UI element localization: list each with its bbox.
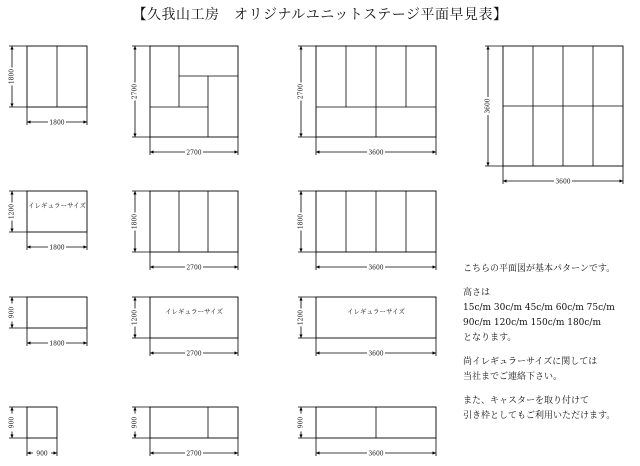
height-label: 900 — [8, 416, 16, 429]
irregular-size-label: イレギュラーサイズ — [347, 307, 405, 316]
arrowhead — [10, 435, 13, 439]
stage-2700x1800 — [132, 191, 239, 272]
arrowhead — [433, 451, 437, 454]
arrowhead — [10, 297, 13, 301]
arrowhead — [10, 104, 13, 108]
arrowhead — [299, 407, 302, 411]
arrowhead — [27, 341, 31, 344]
panel-outline — [27, 191, 87, 232]
irregular-size-label: イレギュラーサイズ — [28, 201, 86, 210]
note-irregular-line-1: 尚イレギュラーサイズに関しては — [463, 357, 598, 367]
arrowhead — [299, 297, 302, 301]
height-label: 1800 — [297, 213, 305, 230]
stage-1800x1800 — [9, 46, 88, 127]
arrowhead — [235, 150, 239, 153]
panel-outline — [27, 297, 87, 328]
arrowhead — [486, 46, 489, 50]
stage-1800x1200 — [9, 191, 88, 252]
stage-3600x900 — [298, 407, 437, 458]
arrowhead — [433, 150, 437, 153]
panel-outline — [150, 297, 238, 338]
arrowhead — [299, 134, 302, 138]
width-label: 1800 — [49, 340, 65, 348]
arrowhead — [84, 120, 88, 123]
arrowhead — [84, 341, 88, 344]
width-label: 3600 — [368, 149, 384, 157]
arrowhead — [84, 245, 88, 248]
arrowhead — [235, 351, 239, 354]
width-label: 2700 — [186, 450, 202, 458]
note-caster-line-1: また、キャスターを取り付けて — [463, 396, 590, 406]
arrowhead — [133, 249, 136, 253]
arrowhead — [27, 451, 31, 454]
arrowhead — [316, 351, 320, 354]
arrowhead — [316, 150, 320, 153]
arrowhead — [10, 191, 13, 195]
note-height-heading: 高さは — [463, 288, 491, 298]
height-label: 900 — [131, 416, 139, 429]
arrowhead — [433, 351, 437, 354]
arrowhead — [27, 245, 31, 248]
note-heights-line-1: 15c/m 30c/m 45c/m 60c/m 75c/m — [463, 303, 615, 313]
height-label: 2700 — [297, 83, 305, 100]
arrowhead — [150, 265, 154, 268]
arrowhead — [133, 191, 136, 195]
width-label: 2700 — [186, 149, 202, 157]
arrowhead — [133, 46, 136, 50]
arrowhead — [133, 297, 136, 301]
arrowhead — [10, 407, 13, 411]
stage-3600x2700 — [298, 46, 437, 157]
width-label: 3600 — [368, 350, 384, 358]
arrowhead — [54, 451, 58, 454]
height-label: 3600 — [484, 98, 492, 114]
arrowhead — [10, 46, 13, 50]
width-label: 3600 — [368, 264, 384, 272]
stage-3600x1800 — [298, 191, 437, 272]
height-label: 1200 — [131, 309, 139, 326]
arrowhead — [235, 265, 239, 268]
height-label: 1800 — [8, 68, 16, 85]
arrowhead — [10, 229, 13, 233]
arrowhead — [299, 435, 302, 439]
note-basic-pattern: こちらの平面図が基本パターンです。 — [463, 264, 616, 274]
stage-2700x1200 — [132, 297, 239, 358]
width-label: 3600 — [555, 178, 571, 186]
arrowhead — [299, 46, 302, 50]
arrowhead — [27, 120, 31, 123]
arrowhead — [150, 351, 154, 354]
note-heights-suffix: となります。 — [463, 333, 517, 343]
panel-outline — [150, 46, 238, 137]
arrowhead — [486, 163, 489, 167]
notes — [463, 262, 639, 424]
width-label: 900 — [36, 450, 48, 458]
width-label: 1800 — [49, 244, 65, 252]
height-label: 1200 — [8, 203, 16, 220]
arrowhead — [133, 335, 136, 339]
note-heights-line-2: 90c/m 120c/m 150c/m 180c/m — [463, 318, 601, 328]
width-label: 2700 — [186, 350, 202, 358]
arrowhead — [299, 191, 302, 195]
note-irregular-line-2: 当社までご連絡下さい。 — [463, 372, 563, 382]
arrowhead — [133, 435, 136, 439]
arrowhead — [433, 265, 437, 268]
arrowhead — [299, 335, 302, 339]
arrowhead — [299, 249, 302, 253]
panel-outline — [150, 191, 238, 252]
stage-3600x3600 — [485, 46, 624, 186]
width-label: 3600 — [368, 450, 384, 458]
panel-outline — [316, 297, 436, 338]
height-label: 1800 — [131, 213, 139, 230]
stage-1800x900 — [9, 297, 88, 348]
arrowhead — [133, 134, 136, 138]
panel-outline — [150, 407, 238, 438]
height-label: 1200 — [297, 309, 305, 326]
note-caster-line-2: 引き枠としてもご利用いただけます。 — [463, 411, 616, 421]
width-label: 1800 — [49, 119, 65, 127]
arrowhead — [316, 265, 320, 268]
arrowhead — [10, 325, 13, 329]
stage-2700x900 — [132, 407, 239, 458]
stage-900x900 — [9, 407, 58, 458]
height-label: 900 — [297, 416, 305, 429]
arrowhead — [150, 150, 154, 153]
width-label: 2700 — [186, 264, 202, 272]
height-label: 2700 — [131, 83, 139, 100]
height-label: 900 — [8, 306, 16, 319]
irregular-size-label: イレギュラーサイズ — [165, 307, 223, 316]
arrowhead — [235, 451, 239, 454]
stage-3600x1200 — [298, 297, 437, 358]
page-title: 【久我山工房 オリジナルユニットステージ平面早見表】 — [132, 7, 508, 23]
arrowhead — [620, 179, 624, 182]
arrowhead — [150, 451, 154, 454]
arrowhead — [316, 451, 320, 454]
panel-outline — [27, 407, 57, 438]
arrowhead — [133, 407, 136, 411]
stage-2700x2700 — [132, 46, 239, 157]
arrowhead — [503, 179, 507, 182]
